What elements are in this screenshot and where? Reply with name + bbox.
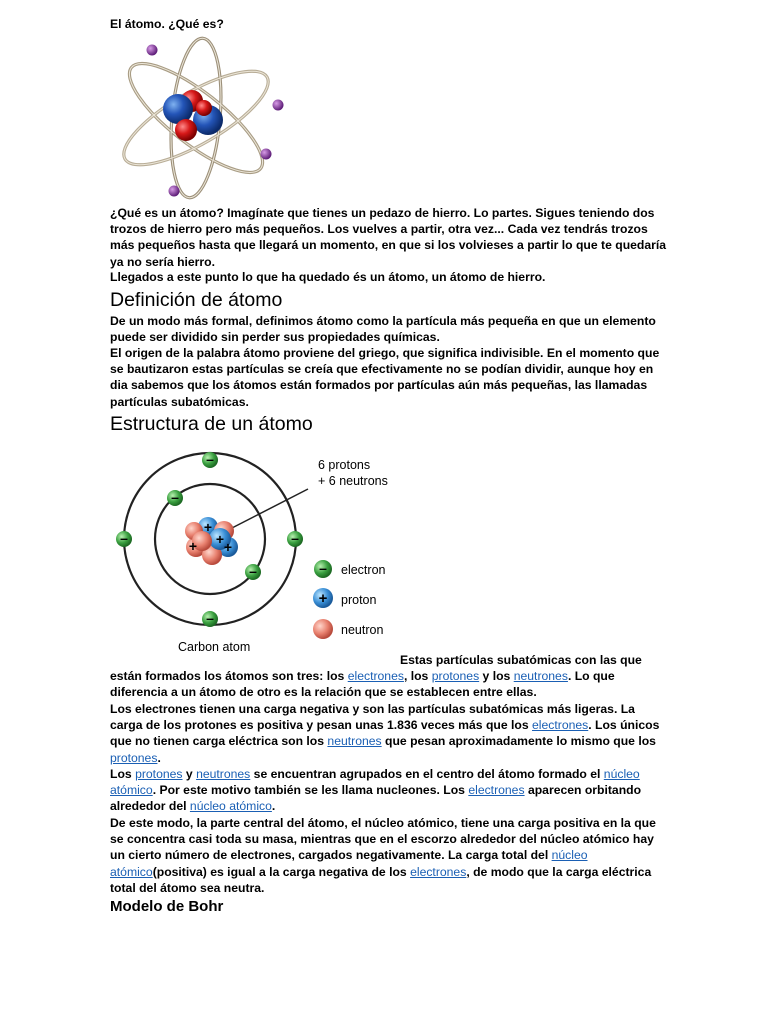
link-protones[interactable]: protones — [431, 669, 480, 683]
nucleus-charge-paragraph: De este modo, la parte central del átomo, el núcleo atómico, tiene una carga positiva en la que se concentra casi toda su masa, mientras que en el escorzo alrededor del núcleo atómico hay un cierto número de electrones, cargados negativamente. La carga total del núcleo atómico(positiva) es igual a la carga negativa de los electrones, de modo que la carga eléctrica total del átomo sea neutra. — [110, 816, 656, 895]
page-title: El átomo. ¿Qué es? — [110, 17, 224, 31]
link-nucleo-atomico[interactable]: núcleo atómico — [189, 799, 272, 814]
link-nucleo-atomico[interactable]: núcleo atómico — [110, 767, 640, 798]
svg-text:–: – — [120, 530, 128, 546]
svg-text:–: – — [291, 530, 299, 546]
svg-text:–: – — [249, 563, 257, 579]
structure-heading: Estructura de un átomo — [110, 413, 313, 435]
intro-paragraph: ¿Qué es un átomo? Imagínate que tienes un pedazo de hierro. Lo partes. Sigues teniendo dos trozos de hierro pero más pequeños. Los vuelves a partir, otra vez... Cada vez tendrás trozos más pequeños hasta que llegará un momento, en que si los volvieses a partir lo que te quedaría ya no sería hierro. — [110, 206, 667, 269]
svg-text:+: + — [318, 590, 328, 607]
carbon-atom-diagram — [108, 445, 408, 655]
link-protones[interactable]: protones — [135, 767, 183, 781]
link-electrones[interactable]: electrones — [468, 783, 525, 798]
link-neutrones[interactable]: neutrones — [327, 734, 382, 749]
intro-conclusion: Llegados a este punto lo que ha quedado és un átomo, un átomo de hierro. — [110, 270, 546, 284]
legend-proton: proton — [341, 593, 377, 607]
svg-text:–: – — [319, 560, 327, 576]
link-nucleo-atomico[interactable]: núcleo atómico — [110, 848, 588, 879]
atom-illustration — [108, 36, 286, 200]
legend — [313, 560, 386, 639]
svg-text:+: + — [203, 519, 213, 535]
subatomic-paragraph: están formados los átomos son tres: los electrones, los protones y los neutrones. Lo que diferencia a un átomo de otro es la relación que se establecen entre ellas. — [110, 669, 615, 700]
link-electrones[interactable]: electrones — [347, 669, 404, 683]
subatomic-intro: Estas partículas subatómicas con las que — [400, 653, 642, 667]
link-neutrones[interactable]: neutrones — [513, 669, 568, 683]
link-electrones[interactable]: electrones — [410, 864, 467, 879]
origin-paragraph: El origen de la palabra átomo proviene del griego, que significa indivisible. En el momento que se bautizaron estas partículas se creía que efectivamente no se podían dividir, aunque hoy en dia sabemos que los átomos están formados por partículas aún más pequeñas, las llamadas partículas subatómicas. — [110, 346, 660, 409]
charges-paragraph: Los electrones tienen una carga negativa y son las partículas subatómicas más ligeras. La carga de los protones es positiva y pesan unas 1.836 veces más que los electrones. Los únicos que no tienen carga eléctrica son los neutrones que pesan aproximadamente lo mismo que los protones. — [110, 702, 660, 765]
legend-neutron: neutron — [341, 623, 384, 637]
svg-text:+: + — [215, 531, 225, 547]
bohr-heading: Modelo de Bohr — [110, 898, 224, 915]
link-neutrones[interactable]: neutrones — [196, 767, 251, 781]
link-electrones[interactable]: electrones — [532, 718, 589, 733]
svg-text:–: – — [171, 489, 179, 505]
definition-paragraph: De un modo más formal, definimos átomo como la partícula más pequeña en que un elemento puede ser dividido sin perder sus propiedades químicas. — [110, 314, 656, 345]
diagram-caption: Carbon atom — [178, 640, 251, 654]
nucleons-paragraph: Los protones y neutrones se encuentran agrupados en el centro del átomo formado el núcleo atómico. Por este motivo también se les llama nucleones. Los electrones aparecen orbitando alrededor del núcleo atómico. — [110, 767, 642, 814]
svg-text:+: + — [223, 539, 233, 555]
definition-heading: Definición de átomo — [110, 289, 283, 311]
legend-electron: electron — [341, 563, 386, 577]
svg-text:–: – — [206, 451, 214, 467]
protons-label: 6 protons — [318, 458, 371, 472]
neutrons-label: + 6 neutrons — [318, 474, 388, 488]
nucleus — [185, 517, 238, 565]
svg-text:–: – — [206, 610, 214, 626]
svg-text:+: + — [188, 538, 198, 554]
link-protones[interactable]: protones — [110, 750, 158, 765]
